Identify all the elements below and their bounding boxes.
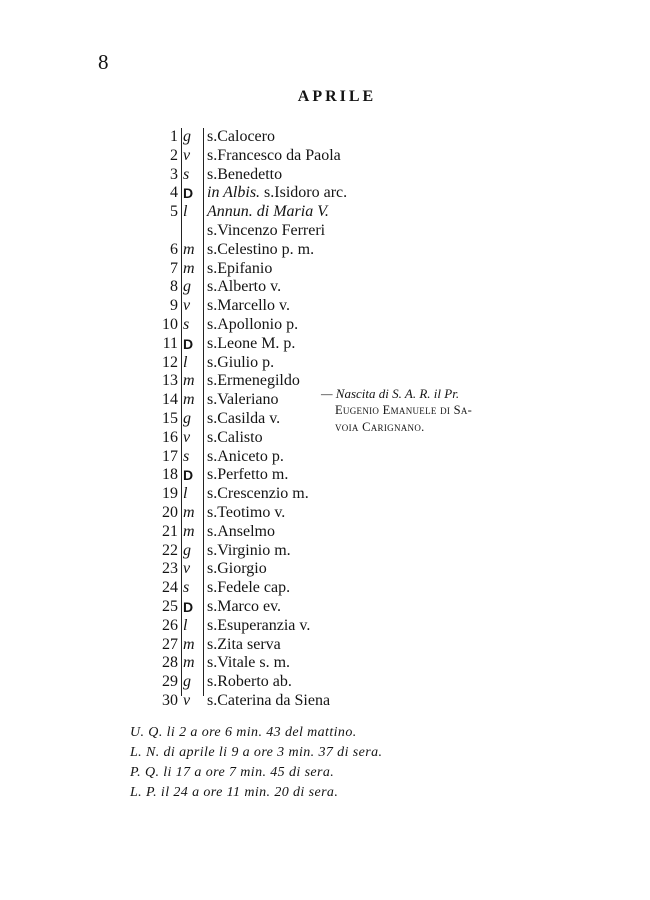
day-number: 24 — [162, 579, 178, 597]
saint-text: s.Casilda v. — [207, 409, 281, 427]
saint-name — [207, 542, 291, 561]
saint-text: s.Benedetto — [207, 165, 283, 183]
saint-name — [207, 241, 314, 260]
saint-name — [207, 579, 290, 598]
weekday-letter: m — [183, 240, 195, 258]
saint-text: s.Alberto v. — [207, 278, 282, 296]
day-number: 11 — [162, 334, 178, 352]
day-number: 5 — [170, 203, 178, 221]
weekday-letter: m — [183, 635, 195, 653]
weekday-letter: D — [183, 467, 194, 484]
day-number: 27 — [162, 635, 178, 653]
saint-text: s.Perfetto m. — [207, 466, 289, 484]
weekday-letter: D — [183, 335, 194, 352]
note-line: — Nascita di S. A. R. il Pr. — [321, 386, 460, 401]
note-line: Eugenio Emanuele di Sa- — [335, 403, 473, 417]
saint-text: s.Leone M. p. — [207, 334, 296, 352]
weekday-letter: v — [183, 297, 191, 315]
weekday-letter: l — [183, 353, 188, 371]
saint-text: s.Caterina da Siena — [207, 691, 331, 709]
saint-name — [207, 354, 274, 373]
day-number: 4 — [170, 184, 178, 202]
birth-note — [321, 385, 472, 436]
saint-name — [207, 692, 330, 711]
saint-name — [207, 203, 329, 222]
weekday-letter: v — [183, 146, 191, 164]
saint-name — [207, 372, 300, 391]
weekday-letter: g — [183, 278, 191, 296]
day-number: 10 — [162, 315, 178, 333]
saint-name — [207, 391, 279, 410]
day-number: 6 — [170, 240, 178, 258]
day-number: 28 — [162, 654, 178, 672]
weekday-letter: g — [183, 541, 191, 559]
weekday-letter: m — [183, 372, 195, 390]
saint-name — [207, 429, 263, 448]
weekday-letter: s — [183, 579, 190, 597]
weekday-letter: s — [183, 315, 190, 333]
saint-name — [207, 166, 282, 185]
day-number: 8 — [170, 278, 178, 296]
day-number: 15 — [162, 409, 178, 427]
saint-name — [207, 260, 272, 279]
day-number: 1 — [170, 128, 178, 145]
saint-text: s.Vitale s. m. — [207, 654, 291, 672]
saint-name — [207, 504, 285, 523]
saint-name — [207, 278, 281, 297]
saint-name — [207, 485, 309, 504]
saint-name — [207, 598, 281, 617]
saint-text: s.Roberto ab. — [207, 673, 292, 691]
month-title: APRILE — [297, 88, 377, 105]
weekday-letter: g — [183, 409, 191, 427]
day-number: 2 — [170, 146, 178, 164]
feast-name: Annun. di Maria V. — [207, 203, 329, 221]
saint-text: s.Celestino p. m. — [207, 240, 315, 258]
weekday-letter: s — [183, 165, 190, 183]
weekday-letter: l — [183, 203, 188, 221]
day-number: 17 — [162, 447, 178, 465]
saint-text: s.Vincenzo Ferreri — [207, 221, 326, 239]
day-number: 13 — [162, 372, 178, 390]
saint-text: s.Esuperanzia v. — [207, 616, 311, 634]
saint-name — [207, 128, 275, 147]
day-number: 26 — [162, 616, 178, 634]
day-number: 19 — [162, 485, 178, 503]
day-number: 16 — [162, 428, 178, 446]
saint-text: s.Fedele cap. — [207, 579, 291, 597]
weekday-letter: m — [183, 391, 195, 409]
saint-text: s.Zita serva — [207, 635, 281, 653]
day-number: 3 — [170, 165, 178, 183]
weekday-letter: l — [183, 616, 188, 634]
saint-text: s.Virginio m. — [207, 541, 291, 559]
saint-text: s.Marco ev. — [207, 597, 282, 615]
saint-text: s.Calisto — [207, 428, 263, 446]
saint-name — [207, 335, 295, 354]
saint-name — [207, 316, 298, 335]
saint-name — [207, 654, 290, 673]
moon-phases — [130, 723, 382, 803]
saint-name — [207, 222, 325, 241]
saint-text: s.Apollonio p. — [207, 315, 299, 333]
moon-phase-line: U. Q. li 2 a ore 6 min. 43 del mattino. — [130, 725, 357, 740]
saint-name — [207, 448, 284, 467]
weekday-letter: D — [183, 185, 194, 202]
day-number: 23 — [162, 560, 178, 578]
feast-name: in Albis. — [207, 184, 261, 202]
saint-text: s.Teotimo v. — [207, 503, 286, 521]
saint-text: s.Valeriano — [207, 391, 279, 409]
saint-text: s.Aniceto p. — [207, 447, 284, 465]
day-number: 30 — [162, 691, 178, 709]
day-number: 20 — [162, 503, 178, 521]
weekday-letter: v — [183, 428, 191, 446]
day-number: 29 — [162, 673, 178, 691]
weekday-letter: m — [183, 503, 195, 521]
saint-text: s.Isidoro arc. — [260, 184, 348, 202]
weekday-letter: l — [183, 485, 188, 503]
day-number: 7 — [170, 259, 178, 277]
weekday-letter: g — [183, 128, 191, 145]
day-number: 9 — [170, 297, 178, 315]
note-line: voia Carignano. — [335, 420, 425, 434]
saint-name — [207, 184, 347, 203]
saint-name — [207, 410, 280, 429]
moon-phase-line: L. N. di aprile li 9 a ore 3 min. 37 di sera. — [130, 745, 383, 760]
saint-name — [207, 636, 281, 655]
saint-text: s.Giorgio — [207, 560, 267, 578]
saint-text: s.Marcello v. — [207, 297, 290, 315]
day-number: 22 — [162, 541, 178, 559]
weekday-letter: v — [183, 691, 191, 709]
column-rule-left — [181, 128, 182, 696]
weekday-letter: s — [183, 447, 190, 465]
saint-name — [207, 147, 341, 166]
saint-text: s.Ermenegildo — [207, 372, 300, 390]
saint-text: s.Anselmo — [207, 522, 275, 540]
saint-name — [207, 466, 288, 485]
day-number: 21 — [162, 522, 178, 540]
saint-name — [207, 560, 267, 579]
weekday-letter: D — [183, 598, 194, 615]
saint-text: s.Francesco da Paola — [207, 146, 341, 164]
moon-phase-line: L. P. il 24 a ore 11 min. 20 di sera. — [130, 785, 339, 800]
day-number: 14 — [162, 391, 178, 409]
day-number: 25 — [162, 597, 178, 615]
saint-name — [207, 673, 292, 692]
weekday-letter: m — [183, 654, 195, 672]
column-rule-right — [203, 128, 204, 696]
weekday-letter: v — [183, 560, 191, 578]
page-number: 8 — [98, 50, 109, 74]
saint-text: s.Giulio p. — [207, 353, 275, 371]
saint-name — [207, 523, 275, 542]
weekday-letter: g — [183, 673, 191, 691]
saint-text: s.Epifanio — [207, 259, 273, 277]
moon-phase-line: P. Q. li 17 a ore 7 min. 45 di sera. — [130, 765, 335, 780]
day-number: 18 — [162, 466, 178, 484]
saint-name — [207, 297, 290, 316]
weekday-letter: m — [183, 259, 195, 277]
day-number: 12 — [162, 353, 178, 371]
saint-text: s.Calocero — [207, 128, 275, 145]
saint-name — [207, 617, 310, 636]
saint-text: s.Crescenzio m. — [207, 485, 309, 503]
weekday-letter: m — [183, 522, 195, 540]
